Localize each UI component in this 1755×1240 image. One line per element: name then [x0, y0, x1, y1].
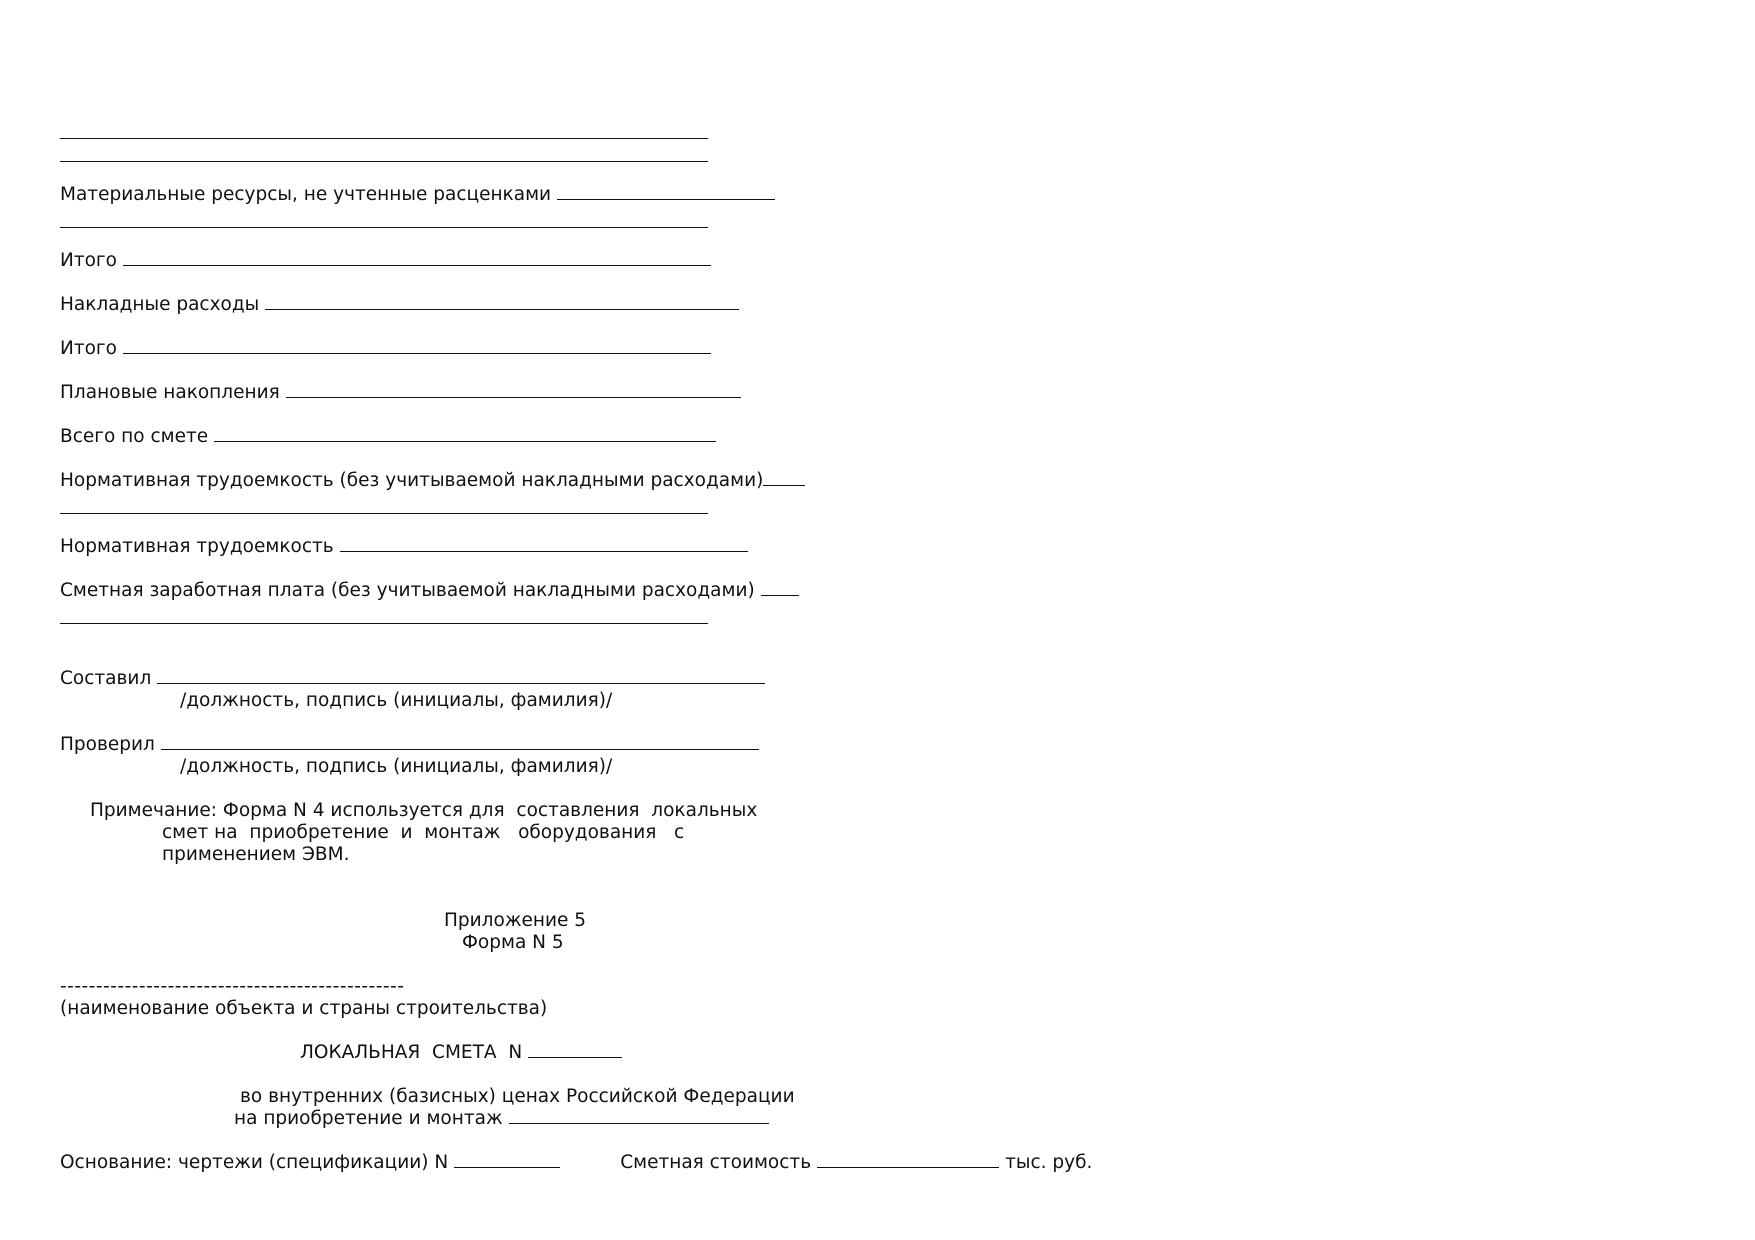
estimate-heading: ЛОКАЛЬНАЯ СМЕТА N [300, 1042, 523, 1063]
total-blank[interactable] [214, 427, 716, 442]
compiled-by-label: Составил [60, 668, 152, 689]
compiled-by-caption: /должность, подпись (инициалы, фамилия)/ [180, 690, 613, 711]
labor-intensity-excl-line [60, 470, 805, 492]
material-resources-line [60, 184, 775, 206]
basis-line [60, 1152, 1092, 1174]
note-line-2: смет на приобретение и монтаж оборудования с [162, 822, 685, 843]
estimate-number-blank[interactable] [528, 1043, 622, 1058]
estimate-heading-line [300, 1042, 622, 1064]
overhead-line [60, 294, 739, 316]
estimated-wages-blank[interactable] [761, 581, 799, 596]
labor-intensity-blank[interactable] [340, 537, 748, 552]
cost-unit: тыс. руб. [1005, 1152, 1093, 1173]
form-number: Форма N 5 [462, 932, 564, 953]
total-label: Всего по смете [60, 426, 209, 447]
compiled-by-line [60, 668, 765, 690]
blank-rule [60, 227, 708, 228]
itogo-line-1 [60, 250, 711, 272]
planned-savings-line [60, 382, 741, 404]
planned-savings-label: Плановые накопления [60, 382, 280, 403]
total-line [60, 426, 716, 448]
object-name-caption: (наименование объекта и страны строительства) [60, 998, 548, 1019]
checked-by-line [60, 734, 759, 756]
object-name-dashes: ------------------------------------------------ [60, 976, 405, 997]
note-line-1: Примечание: Форма N 4 используется для составления локальных [90, 800, 758, 821]
labor-intensity-excl-blank[interactable] [763, 471, 805, 486]
cost-blank[interactable] [817, 1153, 999, 1168]
itogo-label-1: Итого [60, 250, 117, 271]
estimated-wages-label: Сметная заработная плата (без учитываемой накладными расходами) [60, 580, 755, 601]
basis-number-blank[interactable] [454, 1153, 560, 1168]
estimate-purpose-line [234, 1108, 769, 1130]
estimate-purpose-blank[interactable] [509, 1109, 769, 1124]
itogo-label-2: Итого [60, 338, 117, 359]
blank-rule [60, 623, 708, 624]
overhead-blank[interactable] [265, 295, 739, 310]
itogo-blank-1[interactable] [123, 251, 711, 266]
appendix-title: Приложение 5 [444, 910, 587, 931]
estimate-purpose-label: на приобретение и монтаж [234, 1108, 503, 1129]
cost-label: Сметная стоимость [620, 1152, 812, 1173]
material-resources-label: Материальные ресурсы, не учтенные расценками [60, 184, 552, 205]
material-resources-blank[interactable] [557, 185, 775, 200]
estimated-wages-line [60, 580, 799, 602]
blank-rule [60, 138, 708, 139]
basis-label: Основание: чертежи (спецификации) N [60, 1152, 449, 1173]
estimate-prices-line: во внутренних (базисных) ценах Российской Федерации [240, 1086, 795, 1107]
checked-by-signature-field[interactable] [161, 735, 759, 750]
labor-intensity-excl-label: Нормативная трудоемкость (без учитываемой накладными расходами) [60, 470, 764, 491]
checked-by-caption: /должность, подпись (инициалы, фамилия)/ [180, 756, 613, 777]
blank-rule [60, 513, 708, 514]
planned-savings-blank[interactable] [286, 383, 741, 398]
labor-intensity-label: Нормативная трудоемкость [60, 536, 334, 557]
checked-by-label: Проверил [60, 734, 155, 755]
itogo-line-2 [60, 338, 711, 360]
note-line-3: применением ЭВМ. [162, 844, 350, 865]
blank-rule [60, 161, 708, 162]
itogo-blank-2[interactable] [123, 339, 711, 354]
overhead-label: Накладные расходы [60, 294, 260, 315]
compiled-by-signature-field[interactable] [157, 669, 765, 684]
labor-intensity-line [60, 536, 748, 558]
